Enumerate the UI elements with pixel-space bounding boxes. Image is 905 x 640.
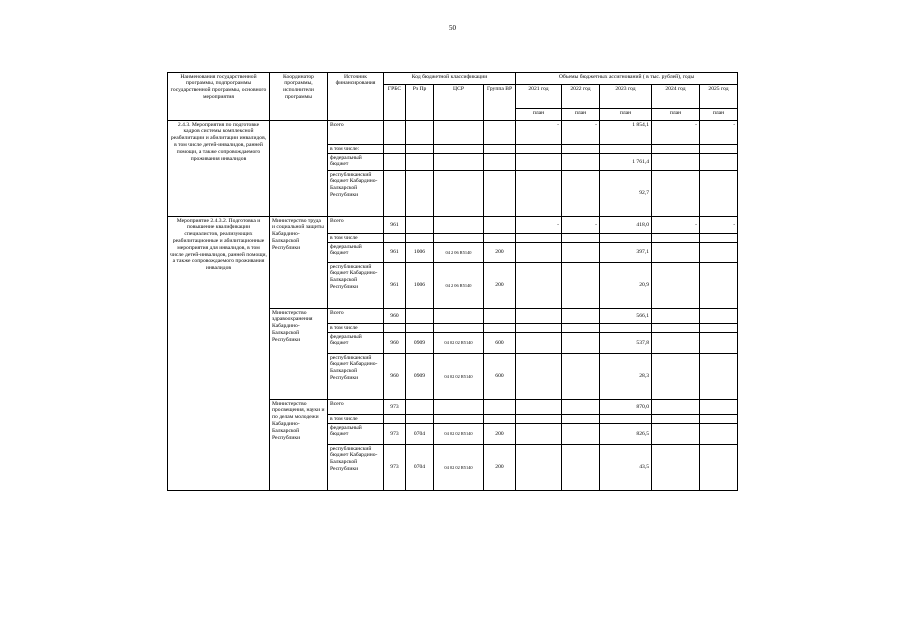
header-vr: Группа ВР bbox=[484, 85, 516, 121]
csr-cell: 04 2 06 R5140 bbox=[434, 243, 484, 263]
source-cell: федеральный бюджет bbox=[328, 243, 384, 263]
header-plan: план bbox=[652, 109, 700, 121]
header-plan: план bbox=[516, 109, 562, 121]
grbs-cell: 961 bbox=[384, 263, 406, 309]
source-cell: Всего bbox=[328, 309, 384, 324]
source-cell: в том числе: bbox=[328, 145, 384, 154]
vr-cell: 600 bbox=[484, 354, 516, 400]
value-cell: 870,0 bbox=[600, 400, 652, 415]
vr-cell: 600 bbox=[484, 333, 516, 354]
header-volume-group: Объемы бюджетных ассигнований ( в тыс. рублей), годы bbox=[516, 73, 738, 85]
source-cell: Всего bbox=[328, 217, 384, 234]
page-number: 50 bbox=[449, 24, 456, 32]
section-coordinator-cell bbox=[270, 121, 328, 217]
value-cell: 418,0 bbox=[600, 217, 652, 234]
rzpr-cell: 1006 bbox=[406, 243, 434, 263]
value-cell: - bbox=[516, 121, 562, 145]
rzpr-cell: 1006 bbox=[406, 263, 434, 309]
vr-cell: 200 bbox=[484, 445, 516, 491]
value-cell: 1 854,1 bbox=[600, 121, 652, 145]
coordinator-name: Министерство труда и социальной защиты Кабардино-Балкарской Республики bbox=[270, 217, 328, 309]
grbs-cell: 973 bbox=[384, 445, 406, 491]
header-year: 2025 год bbox=[700, 85, 738, 109]
csr-cell: 04 2 06 R5140 bbox=[434, 263, 484, 309]
source-cell: в том числе bbox=[328, 234, 384, 243]
value-cell: 397,1 bbox=[600, 243, 652, 263]
measure-title: Мероприятие 2.4.3.2. Подготовка и повышение квалификации специалистов, реализующих реабилитационные и абилитационные мероприятия для инвалидов, в том числе детей-инвалидов, ранней помощи, а также сопровождаемого проживания инвалидов bbox=[168, 217, 270, 491]
coordinator-name: Министерство просвещения, науки и по делам молодежи Кабардино-Балкарской Республики bbox=[270, 400, 328, 491]
source-cell: республиканский бюджет Кабардино-Балкарской Республики bbox=[328, 445, 384, 491]
source-cell: федеральный бюджет bbox=[328, 154, 384, 171]
source-cell: республиканский бюджет Кабардино-Балкарской Республики bbox=[328, 354, 384, 400]
coordinator-name: Министерство здравоохранения Кабардино-Балкарской Республики bbox=[270, 309, 328, 400]
value-cell: 1 761,4 bbox=[600, 154, 652, 171]
grbs-cell: 961 bbox=[384, 217, 406, 234]
header-year: 2021 год bbox=[516, 85, 562, 109]
header-year: 2022 год bbox=[562, 85, 600, 109]
value-cell: 43,5 bbox=[600, 445, 652, 491]
value-cell: - bbox=[652, 121, 700, 145]
grbs-cell: 960 bbox=[384, 333, 406, 354]
rzpr-cell: 0704 bbox=[406, 424, 434, 445]
value-cell: 566,1 bbox=[600, 309, 652, 324]
grbs-cell: 973 bbox=[384, 400, 406, 415]
value-cell: - bbox=[652, 217, 700, 234]
vr-cell: 200 bbox=[484, 424, 516, 445]
header-year: 2023 год bbox=[600, 85, 652, 109]
header-plan: план bbox=[562, 109, 600, 121]
value-cell: 826,5 bbox=[600, 424, 652, 445]
header-name: Наименования государственной программы, подпрограммы государственной программы, основного мероприятия bbox=[168, 73, 270, 121]
value-cell: 20,9 bbox=[600, 263, 652, 309]
rzpr-cell: 0704 bbox=[406, 445, 434, 491]
header-plan: план bbox=[700, 109, 738, 121]
header-csr: ЦСР bbox=[434, 85, 484, 121]
vr-cell: 200 bbox=[484, 243, 516, 263]
value-cell: - bbox=[516, 217, 562, 234]
value-cell: 28,3 bbox=[600, 354, 652, 400]
source-cell: республиканский бюджет Кабардино-Балкарской Республики bbox=[328, 263, 384, 309]
source-cell: федеральный бюджет bbox=[328, 424, 384, 445]
value-cell: 537,8 bbox=[600, 333, 652, 354]
source-cell: в том числе bbox=[328, 324, 384, 333]
vr-cell: 200 bbox=[484, 263, 516, 309]
value-cell: - bbox=[700, 121, 738, 145]
source-cell: федеральный бюджет bbox=[328, 333, 384, 354]
section-title: 2.4.3. Мероприятия по подготовке кадров системы комплексной реабилитации и абилитации инвалидов, в том числе детей-инвалидов, ранней помощи, а также сопровождаемого проживания инвалидов bbox=[168, 121, 270, 217]
header-code-group: Код бюджетной классификации bbox=[384, 73, 516, 85]
value-cell: 92,7 bbox=[600, 171, 652, 217]
csr-cell: 04 02 02 R5140 bbox=[434, 445, 484, 491]
value-cell: - bbox=[700, 217, 738, 234]
budget-allocation-table bbox=[167, 72, 738, 491]
csr-cell: 04 02 02 R5140 bbox=[434, 333, 484, 354]
header-sources: Источник финансирования bbox=[328, 73, 384, 121]
value-cell: - bbox=[562, 217, 600, 234]
source-cell: Всего bbox=[328, 400, 384, 415]
grbs-cell: 973 bbox=[384, 424, 406, 445]
grbs-cell: 960 bbox=[384, 309, 406, 324]
header-plan: план bbox=[600, 109, 652, 121]
value-cell: - bbox=[562, 121, 600, 145]
header-grbs: ГРБС bbox=[384, 85, 406, 121]
rzpr-cell: 0909 bbox=[406, 333, 434, 354]
source-cell: Всего bbox=[328, 121, 384, 145]
csr-cell: 04 02 02 R5140 bbox=[434, 354, 484, 400]
table-row bbox=[168, 121, 738, 145]
header-year: 2024 год bbox=[652, 85, 700, 109]
header-rzpr: Рз Пр bbox=[406, 85, 434, 121]
grbs-cell: 961 bbox=[384, 243, 406, 263]
rzpr-cell: 0909 bbox=[406, 354, 434, 400]
source-cell: в том числе bbox=[328, 415, 384, 424]
header-coordinator: Координатор программы, исполнители программы bbox=[270, 73, 328, 121]
source-cell: республиканский бюджет Кабардино-Балкарской Республики bbox=[328, 171, 384, 217]
csr-cell: 04 02 02 R5140 bbox=[434, 424, 484, 445]
table-row bbox=[168, 217, 738, 234]
grbs-cell: 960 bbox=[384, 354, 406, 400]
